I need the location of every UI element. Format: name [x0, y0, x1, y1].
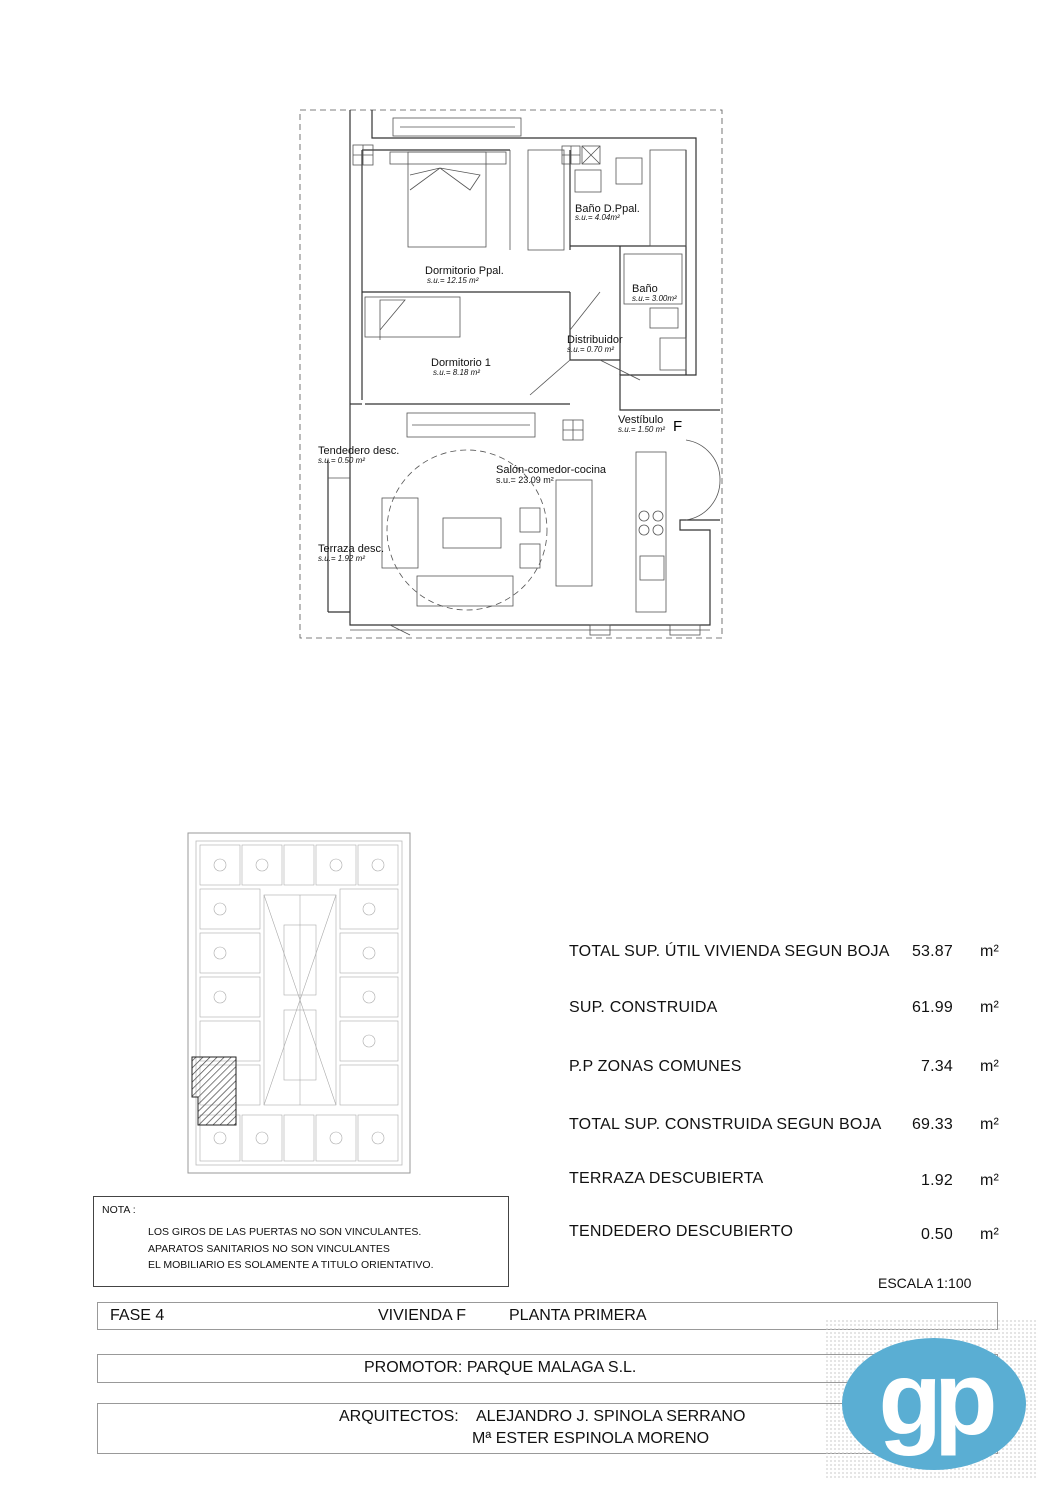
wardrobe — [528, 150, 564, 250]
room-area: s.u.= 8.18 m² — [433, 368, 480, 377]
bed-master — [408, 152, 486, 247]
floor-plan — [290, 100, 730, 645]
promoter-label: PROMOTOR: PARQUE MALAGA S.L. — [364, 1359, 637, 1376]
room-area: s.u.= 1.50 m² — [618, 425, 665, 434]
surface-value: 7.34 — [921, 1058, 953, 1075]
surface-unit: m² — [979, 1116, 999, 1133]
nota-line: LOS GIROS DE LAS PUERTAS NO SON VINCULANTES. — [148, 1226, 422, 1238]
room-name: Distribuidor — [567, 334, 623, 346]
kitchen-counter — [636, 452, 666, 612]
sink — [575, 170, 601, 192]
nota-line: APARATOS SANITARIOS NO SON VINCULANTES — [148, 1243, 390, 1255]
surface-unit: m² — [979, 1172, 999, 1189]
bath-toilet — [650, 308, 678, 328]
nota-title: NOTA : — [102, 1204, 136, 1216]
room-area: s.u.= 3.00m² — [632, 294, 677, 303]
room-name: Baño D.Ppal. — [575, 203, 640, 215]
chair — [520, 508, 540, 532]
room-name: Baño — [632, 283, 658, 295]
nota-box — [93, 1196, 509, 1287]
bath-sink — [660, 338, 686, 370]
phase-label: FASE 4 — [110, 1307, 165, 1324]
floor-label: PLANTA PRIMERA — [509, 1307, 647, 1324]
room-name: Dormitorio 1 — [431, 357, 491, 369]
surface-unit: m² — [979, 1058, 999, 1075]
highlighted-unit — [192, 1057, 236, 1125]
surface-value: 53.87 — [911, 943, 953, 960]
nota-line: EL MOBILIARIO ES SOLAMENTE A TITULO ORIENTATIVO. — [148, 1259, 434, 1271]
unit-letter: F — [673, 418, 683, 435]
architect-name: Mª ESTER ESPINOLA MORENO — [472, 1430, 710, 1447]
room-name: Salón-comedor-cocina — [496, 464, 607, 476]
coffee-table — [443, 518, 501, 548]
scale-label: ESCALA 1:100 — [878, 1275, 972, 1291]
exterior-wall-north — [372, 110, 720, 410]
surface-unit: m² — [979, 943, 999, 960]
surface-label: TOTAL SUP. CONSTRUIDA SEGUN BOJA — [569, 1116, 882, 1133]
surface-value: 1.92 — [921, 1172, 953, 1189]
room-area: s.u.= 12.15 m² — [427, 276, 479, 285]
room-name: Tendedero desc. — [318, 445, 400, 457]
surface-label: TERRAZA DESCUBIERTA — [569, 1170, 764, 1187]
dining-table — [556, 480, 592, 586]
room-area: s.u.= 0.50 m² — [318, 456, 365, 465]
room-area: s.u.= 4.04m² — [575, 213, 620, 222]
surface-label: SUP. CONSTRUIDA — [569, 999, 718, 1016]
room-area: s.u.= 1.92 m² — [318, 554, 365, 563]
kitchen-sink — [640, 556, 664, 580]
surface-unit: m² — [979, 999, 999, 1016]
architect-name: ALEJANDRO J. SPINOLA SERRANO — [476, 1408, 746, 1425]
room-area: s.u.= 0.70 m² — [567, 345, 614, 354]
surface-value: 69.33 — [911, 1116, 953, 1133]
logo-text: gp — [878, 1341, 990, 1457]
surface-value: 61.99 — [911, 999, 953, 1016]
shower — [650, 150, 686, 246]
toilet — [616, 158, 642, 184]
chair — [520, 544, 540, 568]
unit-label: VIVIENDA F — [378, 1307, 467, 1324]
gp-logo — [826, 1320, 1038, 1480]
surface-label: TOTAL SUP. ÚTIL VIVIENDA SEGUN BOJA — [569, 943, 890, 960]
surface-label: TENDEDERO DESCUBIERTO — [569, 1223, 794, 1240]
armchair — [382, 498, 418, 568]
surface-value: 0.50 — [921, 1226, 953, 1243]
bed-2 — [365, 297, 460, 337]
architects-label: ARQUITECTOS: — [339, 1408, 459, 1425]
room-name: Dormitorio Ppal. — [425, 265, 504, 277]
surface-unit: m² — [979, 1226, 999, 1243]
room-name: Terraza desc. — [318, 543, 385, 555]
key-plan — [180, 825, 420, 1180]
room-area: s.u.= 23.09 m² — [496, 475, 554, 485]
exterior-wall — [350, 110, 720, 625]
surface-label: P.P ZONAS COMUNES — [569, 1058, 742, 1075]
room-name: Vestíbulo — [618, 414, 664, 426]
